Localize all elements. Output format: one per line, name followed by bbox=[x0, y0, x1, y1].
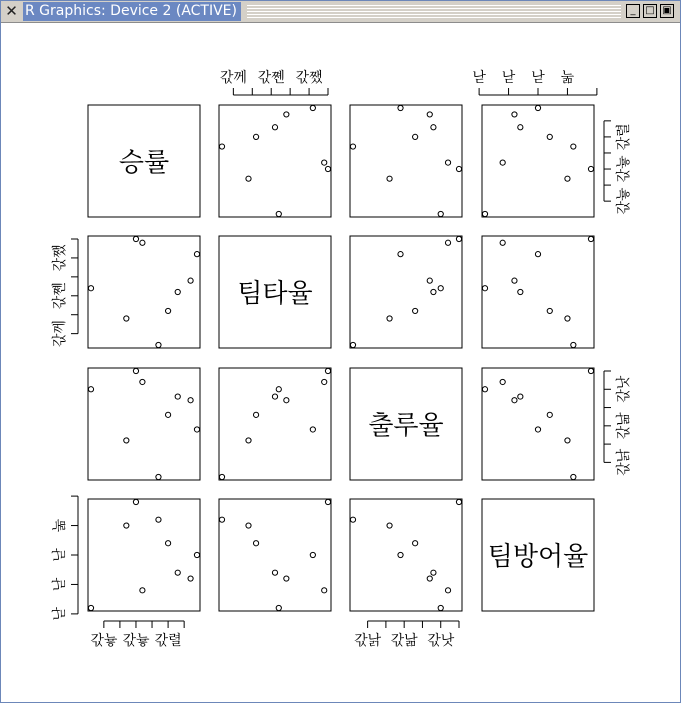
bottom-axis-label-c0-0: 갃늏 bbox=[90, 633, 118, 649]
point-r3-c1-6 bbox=[246, 523, 251, 528]
point-r1-c2-7 bbox=[431, 289, 436, 294]
diagonal-label-1: 팀타율 bbox=[237, 279, 313, 309]
point-r2-c3-4 bbox=[547, 412, 552, 417]
point-r2-c1-0 bbox=[284, 398, 289, 403]
point-r3-c1-5 bbox=[322, 588, 327, 593]
top-axis-label-c1-0: 갃께 bbox=[219, 70, 247, 86]
point-r1-c3-5 bbox=[500, 240, 505, 245]
diagonal-label-3: 팀방어율 bbox=[487, 542, 589, 572]
point-r1-c3-8 bbox=[535, 252, 540, 257]
point-r1-c0-2 bbox=[156, 342, 161, 347]
left-axis-label-r3-3: 눎 bbox=[52, 518, 68, 533]
point-r1-c3-0 bbox=[512, 278, 517, 283]
point-r2-c1-2 bbox=[219, 474, 224, 479]
point-r0-c1-3 bbox=[276, 211, 281, 216]
panel-frame-r0-c2 bbox=[350, 105, 462, 217]
diagonal-label-2: 출루율 bbox=[368, 411, 444, 441]
point-r3-c1-4 bbox=[253, 541, 258, 546]
point-r0-c2-5 bbox=[445, 160, 450, 165]
point-r1-c0-3 bbox=[88, 286, 93, 291]
panel-frame-r0-c3 bbox=[482, 105, 594, 217]
bottom-axis-label-c0-2: 갃렬 bbox=[154, 633, 182, 649]
maximize-button[interactable]: □ bbox=[643, 4, 657, 18]
title-bar[interactable] bbox=[1, 1, 680, 23]
left-axis-label-r1-0: 갃께 bbox=[52, 320, 68, 348]
point-r2-c0-6 bbox=[124, 438, 129, 443]
point-r1-c0-5 bbox=[140, 240, 145, 245]
point-r3-c0-3 bbox=[88, 605, 93, 610]
top-axis-label-c3-2: 낟 bbox=[531, 70, 545, 86]
point-r3-c2-3 bbox=[438, 605, 443, 610]
point-r2-c3-2 bbox=[571, 474, 576, 479]
point-r3-c1-3 bbox=[276, 605, 281, 610]
right-axis-label-r2-2: 갃낫 bbox=[616, 375, 632, 403]
point-r0-c2-7 bbox=[431, 125, 436, 130]
point-r3-c0-2 bbox=[156, 517, 161, 522]
point-r0-c3-2 bbox=[571, 144, 576, 149]
point-r3-c1-1 bbox=[325, 499, 330, 504]
point-r1-c3-7 bbox=[518, 289, 523, 294]
point-r0-c1-8 bbox=[310, 105, 315, 110]
top-axis-label-c1-2: 갃쨌 bbox=[295, 70, 323, 86]
point-r0-c2-3 bbox=[438, 211, 443, 216]
point-r2-c0-0 bbox=[188, 398, 193, 403]
point-r2-c1-5 bbox=[322, 379, 327, 384]
point-r2-c1-7 bbox=[272, 394, 277, 399]
point-r1-c3-2 bbox=[571, 342, 576, 347]
bottom-axis-label-c2-0: 갃낡 bbox=[354, 633, 382, 649]
panel-frame-r1-c0 bbox=[88, 236, 200, 348]
point-r3-c2-4 bbox=[413, 541, 418, 546]
right-axis-label-r0-1: 갃늏 bbox=[616, 155, 632, 183]
point-r0-c3-1 bbox=[588, 166, 593, 171]
point-r3-c1-7 bbox=[272, 570, 277, 575]
point-r2-c3-0 bbox=[512, 398, 517, 403]
point-r2-c1-8 bbox=[310, 427, 315, 432]
point-r0-c1-5 bbox=[322, 160, 327, 165]
point-r2-c1-1 bbox=[325, 368, 330, 373]
point-r1-c0-4 bbox=[165, 308, 170, 313]
point-r2-c0-1 bbox=[133, 368, 138, 373]
point-r0-c3-0 bbox=[512, 112, 517, 117]
point-r2-c0-8 bbox=[194, 427, 199, 432]
point-r1-c3-6 bbox=[565, 316, 570, 321]
point-r1-c2-1 bbox=[456, 236, 461, 241]
point-r2-c1-6 bbox=[246, 438, 251, 443]
minimize-button[interactable]: _ bbox=[626, 4, 640, 18]
panel-frame-r1-c3 bbox=[482, 236, 594, 348]
point-r2-c3-6 bbox=[565, 438, 570, 443]
top-axis-label-c3-3: 눎 bbox=[560, 70, 575, 86]
right-axis-label-r0-2: 갃렬 bbox=[616, 123, 632, 151]
right-axis-label-r2-0: 갃낡 bbox=[616, 448, 632, 476]
left-axis-label-r3-2: 낟 bbox=[52, 548, 68, 562]
panel-frame-r3-c0 bbox=[88, 499, 200, 611]
point-r2-c1-4 bbox=[253, 412, 258, 417]
point-r3-c0-8 bbox=[194, 552, 199, 557]
point-r3-c2-2 bbox=[350, 517, 355, 522]
scatterplot-matrix bbox=[1, 23, 680, 702]
point-r0-c1-6 bbox=[246, 176, 251, 181]
point-r3-c1-8 bbox=[310, 552, 315, 557]
point-r3-c2-1 bbox=[456, 499, 461, 504]
point-r2-c3-5 bbox=[500, 379, 505, 384]
point-r2-c3-7 bbox=[518, 394, 523, 399]
point-r3-c2-6 bbox=[387, 523, 392, 528]
point-r2-c0-3 bbox=[88, 387, 93, 392]
point-r1-c2-8 bbox=[398, 252, 403, 257]
point-r0-c2-6 bbox=[387, 176, 392, 181]
title-bar-stripes bbox=[247, 5, 621, 18]
point-r1-c3-3 bbox=[482, 286, 487, 291]
point-r3-c0-1 bbox=[133, 499, 138, 504]
point-r0-c3-8 bbox=[535, 105, 540, 110]
point-r3-c2-0 bbox=[427, 576, 432, 581]
bottom-axis-label-c2-1: 갃낢 bbox=[390, 633, 418, 649]
left-axis-label-r1-2: 갃쨌 bbox=[52, 244, 68, 272]
point-r0-c1-1 bbox=[325, 166, 330, 171]
bottom-axis-label-c2-2: 갃낫 bbox=[427, 633, 455, 649]
point-r1-c2-6 bbox=[387, 316, 392, 321]
point-r3-c1-0 bbox=[284, 576, 289, 581]
panel-frame-r2-c3 bbox=[482, 368, 594, 480]
point-r0-c2-4 bbox=[413, 134, 418, 139]
point-r0-c2-0 bbox=[427, 112, 432, 117]
point-r0-c2-2 bbox=[350, 144, 355, 149]
point-r0-c2-8 bbox=[398, 105, 403, 110]
point-r1-c3-4 bbox=[547, 308, 552, 313]
point-r1-c2-4 bbox=[413, 308, 418, 313]
point-r2-c3-8 bbox=[535, 427, 540, 432]
x-window-icon[interactable]: ✕ bbox=[5, 2, 18, 20]
right-axis-label-r0-0: 갃늏 bbox=[616, 187, 632, 215]
point-r3-c0-6 bbox=[124, 523, 129, 528]
point-r0-c1-2 bbox=[219, 144, 224, 149]
panel-frame-r3-c2 bbox=[350, 499, 462, 611]
point-r3-c0-4 bbox=[165, 541, 170, 546]
point-r1-c2-5 bbox=[445, 240, 450, 245]
point-r2-c0-7 bbox=[175, 394, 180, 399]
point-r0-c1-7 bbox=[272, 125, 277, 130]
diagonal-label-0: 승률 bbox=[118, 148, 170, 178]
point-r1-c0-6 bbox=[124, 316, 129, 321]
point-r1-c2-2 bbox=[350, 342, 355, 347]
point-r3-c0-0 bbox=[188, 576, 193, 581]
point-r3-c1-2 bbox=[219, 517, 224, 522]
point-r3-c2-7 bbox=[431, 570, 436, 575]
point-r3-c0-7 bbox=[175, 570, 180, 575]
point-r1-c0-0 bbox=[188, 278, 193, 283]
point-r2-c3-3 bbox=[482, 387, 487, 392]
point-r1-c3-1 bbox=[588, 236, 593, 241]
point-r1-c2-3 bbox=[438, 286, 443, 291]
close-button[interactable]: ▣ bbox=[660, 4, 674, 18]
point-r0-c1-0 bbox=[284, 112, 289, 117]
panel-frame-r0-c1 bbox=[219, 105, 331, 217]
left-axis-label-r3-1: 낟 bbox=[52, 577, 68, 592]
point-r2-c1-3 bbox=[276, 387, 281, 392]
point-r3-c2-8 bbox=[398, 552, 403, 557]
left-axis-label-r1-1: 갃쪤 bbox=[52, 282, 68, 310]
point-r1-c0-8 bbox=[194, 252, 199, 257]
point-r0-c3-4 bbox=[547, 134, 552, 139]
top-axis-label-c3-0: 낟 bbox=[472, 70, 486, 86]
point-r0-c3-7 bbox=[518, 125, 523, 130]
point-r3-c2-5 bbox=[445, 588, 450, 593]
panel-frame-r1-c2 bbox=[350, 236, 462, 348]
point-r0-c3-6 bbox=[565, 176, 570, 181]
point-r2-c0-2 bbox=[156, 474, 161, 479]
right-axis-label-r2-1: 갃낢 bbox=[616, 412, 632, 440]
point-r0-c3-3 bbox=[482, 211, 487, 216]
top-axis-label-c3-1: 낟 bbox=[501, 70, 516, 86]
point-r0-c3-5 bbox=[500, 160, 505, 165]
window-title: R Graphics: Device 2 (ACTIVE) bbox=[23, 2, 241, 21]
point-r0-c2-1 bbox=[456, 166, 461, 171]
point-r3-c0-5 bbox=[140, 588, 145, 593]
panel-frame-r2-c0 bbox=[88, 368, 200, 480]
point-r1-c2-0 bbox=[427, 278, 432, 283]
top-axis-label-c1-1: 갃쪤 bbox=[257, 70, 285, 86]
left-axis-label-r3-0: 낟 bbox=[52, 607, 68, 621]
point-r2-c0-5 bbox=[140, 379, 145, 384]
point-r2-c0-4 bbox=[165, 412, 170, 417]
bottom-axis-label-c0-1: 갃늏 bbox=[122, 633, 150, 649]
point-r1-c0-7 bbox=[175, 289, 180, 294]
panel-frame-r2-c1 bbox=[219, 368, 331, 480]
point-r0-c1-4 bbox=[253, 134, 258, 139]
point-r1-c0-1 bbox=[133, 236, 138, 241]
point-r2-c3-1 bbox=[588, 368, 593, 373]
panel-frame-r3-c1 bbox=[219, 499, 331, 611]
